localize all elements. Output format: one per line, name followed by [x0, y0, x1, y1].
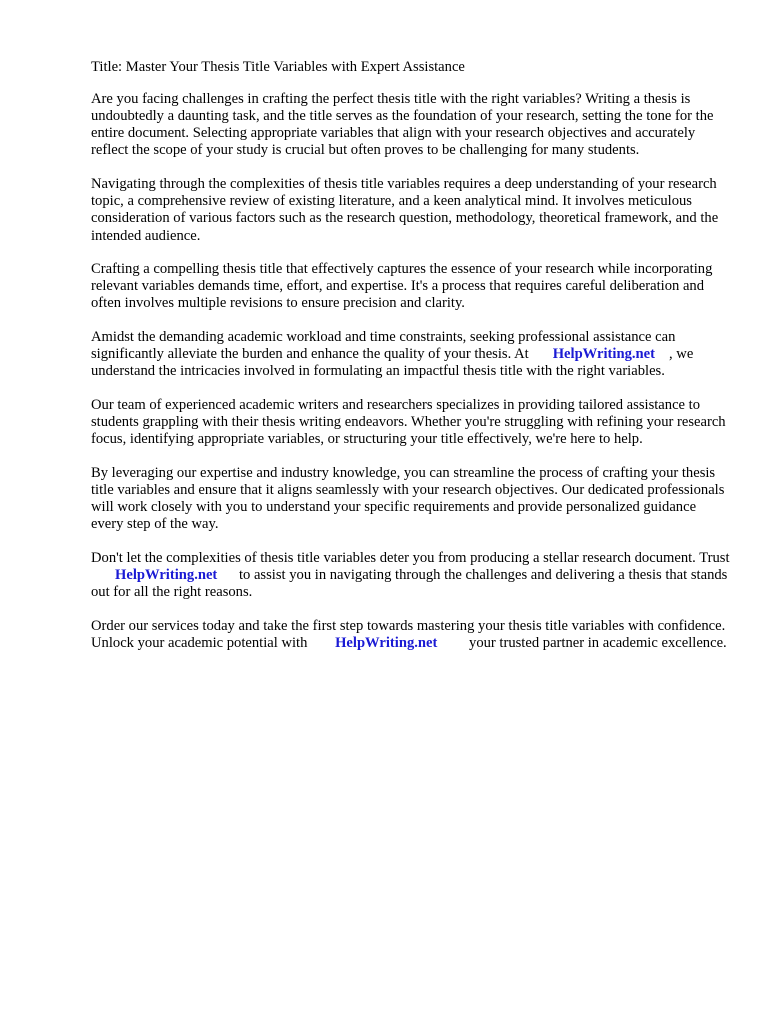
paragraph-team: Our team of experienced academic writers and researchers specializes in providing tailored assistance to students grappling with their thesis writing endeavors. Whether you're struggling with refining your research focus, identifying appropriate variables, or structuring your title effectively, we're here to help. — [91, 396, 726, 448]
helpwriting-link-2[interactable]: HelpWriting.net — [115, 567, 218, 584]
paragraph-order-text-end: your trusted partner in academic excellence. — [469, 634, 727, 651]
paragraph-amidst-text-end: , we understand the intricacies involved in formulating an impactful thesis title with the right variables. — [91, 346, 694, 380]
document-title: Title: Master Your Thesis Title Variables with Expert Assistance — [91, 59, 465, 75]
paragraph-amidst-text: Amidst the demanding academic workload and time constraints, seeking professional assistance can significantly alleviate the burden and enhance the quality of your thesis. At — [91, 328, 676, 363]
paragraph-leveraging: By leveraging our expertise and industry knowledge, you can streamline the process of crafting your thesis title variables and ensure that it aligns seamlessly with your research objectives. Our dedicated professionals will work closely with you to understand your specific requirements and provide personalized guidance every step of the way. — [91, 464, 725, 533]
paragraph-dont-let-text: Don't let the complexities of thesis title variables deter you from producing a stellar research document. Trust — [91, 549, 730, 566]
paragraph-intro: Are you facing challenges in crafting the perfect thesis title with the right variables? Writing a thesis is undoubtedly a daunting task, and the title serves as the foundation of your research, setting the tone for the entire document. Selecting appropriate variables that align with your research objectives and accurately reflect the scope of your study is crucial but often proves to be challenging for many students. — [91, 90, 714, 159]
helpwriting-link-1[interactable]: HelpWriting.net — [552, 346, 655, 363]
helpwriting-link-3[interactable]: HelpWriting.net — [335, 634, 438, 651]
paragraph-amidst — [91, 329, 731, 381]
paragraph-dont-let-text-end: to assist you in navigating through the challenges and delivering a thesis that stands out for all the right reasons. — [91, 567, 728, 601]
paragraph-order-text: Order our services today and take the first step towards mastering your thesis title variables with confidence. Unlock your academic potential with — [91, 617, 726, 651]
paragraph-order — [91, 618, 731, 653]
paragraph-dont-let — [91, 550, 731, 602]
paragraph-crafting: Crafting a compelling thesis title that effectively captures the essence of your research while incorporating relevant variables demands time, effort, and expertise. It's a process that requires careful deliberation and often involves multiple revisions to ensure precision and clarity. — [91, 260, 713, 312]
paragraph-navigating: Navigating through the complexities of thesis title variables requires a deep understanding of your research topic, a comprehensive review of existing literature, and a keen analytical mind. It involves meticulous consideration of various factors such as the research question, methodology, theoretical framework, and the intended audience. — [91, 175, 719, 244]
document-page — [91, 59, 731, 668]
